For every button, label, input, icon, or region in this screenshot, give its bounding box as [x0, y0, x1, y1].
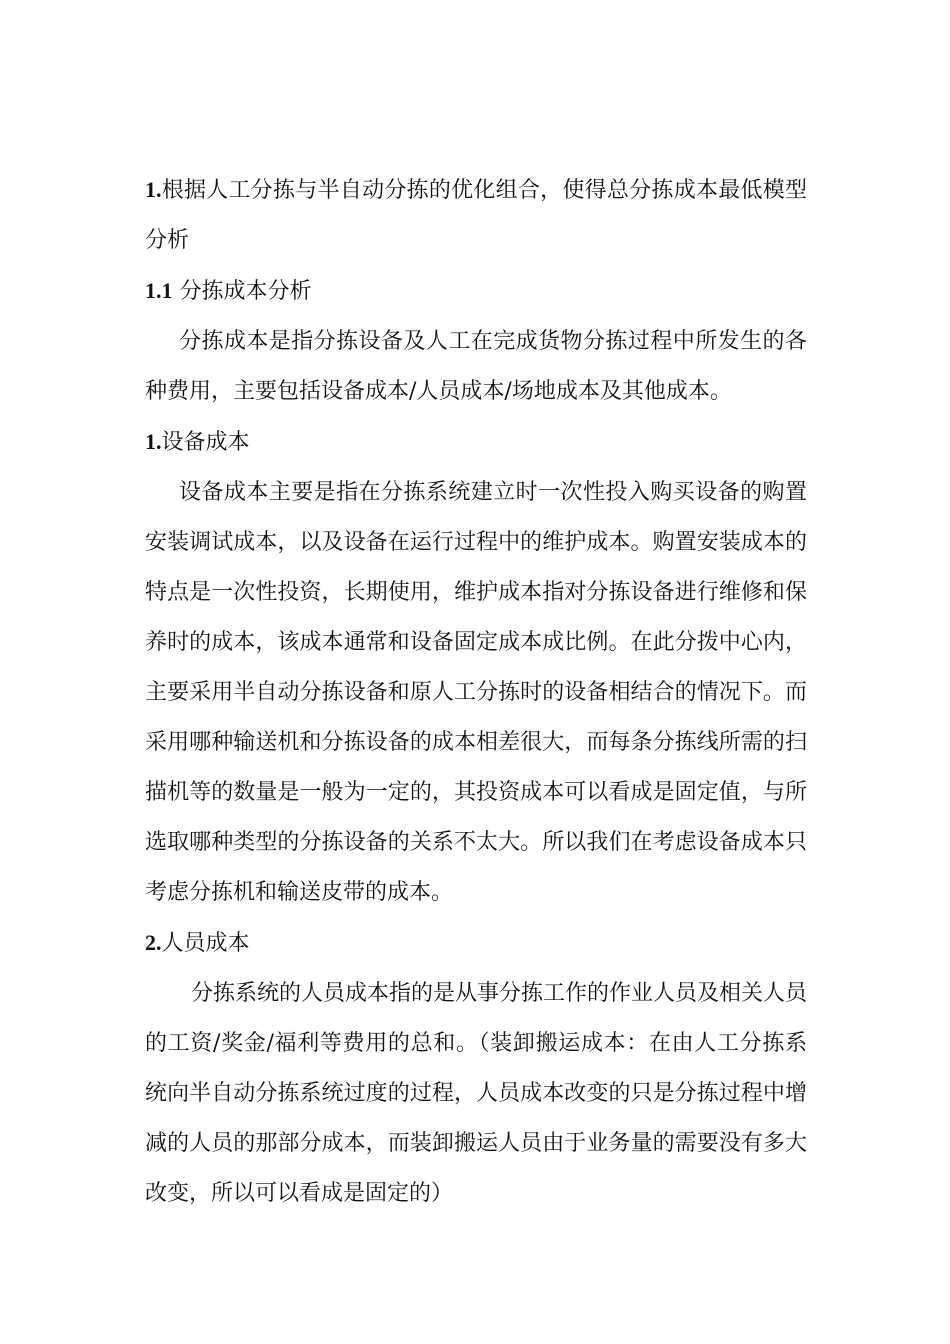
section-heading-1-1: [145, 266, 807, 317]
heading-number: 1.: [145, 429, 162, 454]
document-body: [145, 165, 807, 1219]
personnel-cost-paragraph: 分拣系统的人员成本指的是从事分拣工作的作业人员及相关人员的工资/奖金/福利等费用的总和。（装卸搬运成本：在由人工分拣系统向半自动分拣系统过度的过程，人员成本改变的只是分拣过程中增减的人员的那部分成本，而装卸搬运人员由于业务量的需要没有多大改变，所以可以看成是固定的）: [145, 981, 808, 1206]
heading-personnel-cost: [145, 918, 807, 969]
title-text: 根据人工分拣与半自动分拣的优化组合，使得总分拣成本最低模型分析: [145, 178, 807, 253]
heading-text: 设备成本: [161, 430, 250, 455]
section-title: 分拣成本分析: [172, 279, 312, 304]
title-number: 1.: [145, 177, 162, 202]
heading-number: 2.: [145, 930, 162, 955]
section-number: 1.1: [145, 278, 173, 303]
heading-equipment-cost: [145, 417, 807, 468]
heading-text: 人员成本: [161, 931, 250, 956]
intro-paragraph: 分拣成本是指分拣设备及人工在完成货物分拣过程中所发生的各种费用，主要包括设备成本/人员成本/场地成本及其他成本。: [145, 329, 807, 404]
equipment-cost-paragraph: 设备成本主要是指在分拣系统建立时一次性投入购买设备的购置安装调试成本，以及设备在运行过程中的维护成本。购置安装成本的特点是一次性投资，长期使用，维护成本指对分拣设备进行维修和保养时的成本，该成本通常和设备固定成本成比例。在此分拨中心内，主要采用半自动分拣设备和原人工分拣时的设备相结合的情况下。而采用哪种输送机和分拣设备的成本相差很大，而每条分拣线所需的扫描机等的数量是一般为一定的，其投资成本可以看成是固定值，与所选取哪种类型的分拣设备的关系不太大。所以我们在考虑设备成本只考虑分拣机和输送皮带的成本。: [145, 480, 807, 905]
document-title: [145, 165, 807, 266]
